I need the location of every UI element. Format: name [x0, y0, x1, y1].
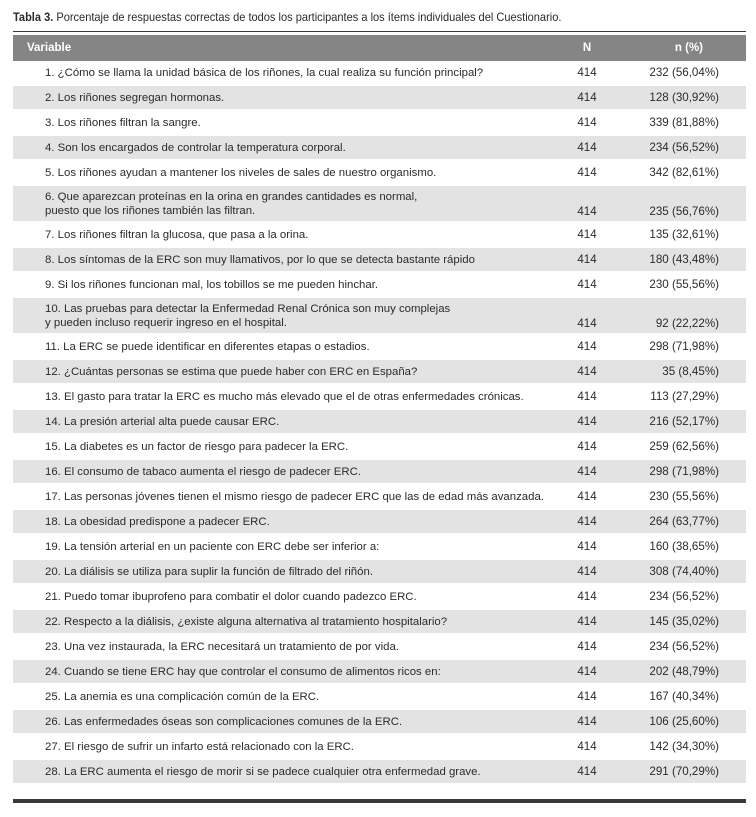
row-item: 21. Puedo tomar ibuprofeno para combatir el dolor cuando padezco ERC.: [13, 584, 551, 609]
row-item: 24. Cuando se tiene ERC hay que controlar el consumo de alimentos ricos en:: [13, 659, 551, 684]
row-item: 22. Respecto a la diálisis, ¿existe alguna alternativa al tratamiento hospitalario?: [13, 609, 551, 634]
row-n: 414: [551, 334, 623, 359]
table-row: [13, 110, 746, 135]
row-item: 28. La ERC aumenta el riesgo de morir si se padece cualquier otra enfermedad grave.: [13, 759, 551, 784]
row-item: 11. La ERC se puede identificar en diferentes etapas o estadios.: [13, 334, 551, 359]
row-n: 414: [551, 185, 623, 222]
row-value: 234 (56,52%): [623, 135, 746, 160]
table-row: [13, 759, 746, 784]
row-n: 414: [551, 709, 623, 734]
row-item: 27. El riesgo de sufrir un infarto está relacionado con la ERC.: [13, 734, 551, 759]
table-caption-label: Tabla 3.: [13, 10, 54, 24]
header-n: N: [551, 35, 623, 61]
row-n: 414: [551, 634, 623, 659]
row-value: 180 (43,48%): [623, 247, 746, 272]
row-item: 8. Los síntomas de la ERC son muy llamativos, por lo que se detecta bastante rápido: [13, 247, 551, 272]
header-percent: n (%): [623, 35, 746, 61]
table-row: [13, 734, 746, 759]
row-value: 298 (71,98%): [623, 459, 746, 484]
row-n: 414: [551, 247, 623, 272]
row-n: 414: [551, 160, 623, 185]
bottom-rule: [13, 799, 746, 803]
table-row: [13, 135, 746, 160]
row-n: 414: [551, 110, 623, 135]
row-value: 92 (22,22%): [623, 297, 746, 334]
row-value: 230 (55,56%): [623, 272, 746, 297]
row-value: 234 (56,52%): [623, 584, 746, 609]
row-item: 7. Los riñones filtran la glucosa, que pasa a la orina.: [13, 222, 551, 247]
row-n: 414: [551, 409, 623, 434]
row-n: 414: [551, 359, 623, 384]
row-value: 264 (63,77%): [623, 509, 746, 534]
table-row: [13, 384, 746, 409]
row-value: 339 (81,88%): [623, 110, 746, 135]
row-item: 15. La diabetes es un factor de riesgo para padecer la ERC.: [13, 434, 551, 459]
row-value: 298 (71,98%): [623, 334, 746, 359]
row-n: 414: [551, 297, 623, 334]
table-row: [13, 659, 746, 684]
table-row: [13, 484, 746, 509]
table-row: [13, 534, 746, 559]
table-header-row: [13, 35, 746, 61]
row-n: 414: [551, 61, 623, 85]
table-row: [13, 459, 746, 484]
results-table: [13, 35, 746, 785]
table-row: [13, 684, 746, 709]
table-row: [13, 160, 746, 185]
row-item: 10. Las pruebas para detectar la Enfermedad Renal Crónica son muy complejas y pueden incluso requerir ingreso en el hospital.: [13, 297, 551, 334]
table-body: [13, 61, 746, 784]
table-caption: [13, 10, 561, 24]
row-item: 19. La tensión arterial en un paciente con ERC debe ser inferior a:: [13, 534, 551, 559]
row-n: 414: [551, 384, 623, 409]
row-n: 414: [551, 459, 623, 484]
table-row: [13, 709, 746, 734]
row-n: 414: [551, 434, 623, 459]
row-value: 35 (8,45%): [623, 359, 746, 384]
row-item: 6. Que aparezcan proteínas en la orina en grandes cantidades es normal, puesto que los riñones también las filtran.: [13, 185, 551, 222]
row-n: 414: [551, 135, 623, 160]
row-value: 167 (40,34%): [623, 684, 746, 709]
row-value: 145 (35,02%): [623, 609, 746, 634]
table-row: [13, 247, 746, 272]
row-value: 142 (34,30%): [623, 734, 746, 759]
row-value: 135 (32,61%): [623, 222, 746, 247]
row-value: 291 (70,29%): [623, 759, 746, 784]
table-row: [13, 434, 746, 459]
row-item: 16. El consumo de tabaco aumenta el riesgo de padecer ERC.: [13, 459, 551, 484]
row-n: 414: [551, 584, 623, 609]
row-item: 2. Los riñones segregan hormonas.: [13, 85, 551, 110]
table-row: [13, 85, 746, 110]
header-variable: Variable: [13, 35, 551, 61]
row-value: 160 (38,65%): [623, 534, 746, 559]
table-row: [13, 61, 746, 85]
table-row: [13, 559, 746, 584]
row-item: 23. Una vez instaurada, la ERC necesitará un tratamiento de por vida.: [13, 634, 551, 659]
row-n: 414: [551, 759, 623, 784]
row-value: 128 (30,92%): [623, 85, 746, 110]
row-value: 234 (56,52%): [623, 634, 746, 659]
table-row: [13, 297, 746, 334]
table-row: [13, 185, 746, 222]
table-row: [13, 222, 746, 247]
row-item: 18. La obesidad predispone a padecer ERC.: [13, 509, 551, 534]
table-row: [13, 272, 746, 297]
row-n: 414: [551, 534, 623, 559]
top-rule: [13, 31, 746, 32]
row-item: 20. La diálisis se utiliza para suplir la función de filtrado del riñón.: [13, 559, 551, 584]
row-item: 1. ¿Cómo se llama la unidad básica de los riñones, la cual realiza su función principal?: [13, 61, 551, 85]
row-value: 308 (74,40%): [623, 559, 746, 584]
row-value: 230 (55,56%): [623, 484, 746, 509]
row-n: 414: [551, 559, 623, 584]
table-row: [13, 409, 746, 434]
row-n: 414: [551, 659, 623, 684]
table-row: [13, 359, 746, 384]
row-n: 414: [551, 222, 623, 247]
row-item: 5. Los riñones ayudan a mantener los niveles de sales de nuestro organismo.: [13, 160, 551, 185]
row-item: 25. La anemia es una complicación común de la ERC.: [13, 684, 551, 709]
row-item: 3. Los riñones filtran la sangre.: [13, 110, 551, 135]
row-n: 414: [551, 609, 623, 634]
row-item: 26. Las enfermedades óseas son complicaciones comunes de la ERC.: [13, 709, 551, 734]
row-n: 414: [551, 484, 623, 509]
row-n: 414: [551, 272, 623, 297]
table-row: [13, 509, 746, 534]
table-caption-text: Porcentaje de respuestas correctas de todos los participantes a los ítems individuales del Cuestionario.: [53, 10, 562, 24]
table-row: [13, 634, 746, 659]
row-n: 414: [551, 684, 623, 709]
row-item: 9. Si los riñones funcionan mal, los tobillos se me pueden hinchar.: [13, 272, 551, 297]
row-value: 202 (48,79%): [623, 659, 746, 684]
row-value: 216 (52,17%): [623, 409, 746, 434]
row-value: 259 (62,56%): [623, 434, 746, 459]
row-item: 12. ¿Cuántas personas se estima que puede haber con ERC en España?: [13, 359, 551, 384]
row-item: 17. Las personas jóvenes tienen el mismo riesgo de padecer ERC que las de edad más avanzada.: [13, 484, 551, 509]
table-row: [13, 609, 746, 634]
row-value: 232 (56,04%): [623, 61, 746, 85]
row-value: 106 (25,60%): [623, 709, 746, 734]
row-value: 342 (82,61%): [623, 160, 746, 185]
row-item: 13. El gasto para tratar la ERC es mucho más elevado que el de otras enfermedades crónicas.: [13, 384, 551, 409]
row-n: 414: [551, 509, 623, 534]
row-value: 235 (56,76%): [623, 185, 746, 222]
table-row: [13, 334, 746, 359]
table-row: [13, 584, 746, 609]
row-value: 113 (27,29%): [623, 384, 746, 409]
row-n: 414: [551, 734, 623, 759]
row-item: 14. La presión arterial alta puede causar ERC.: [13, 409, 551, 434]
row-n: 414: [551, 85, 623, 110]
row-item: 4. Son los encargados de controlar la temperatura corporal.: [13, 135, 551, 160]
